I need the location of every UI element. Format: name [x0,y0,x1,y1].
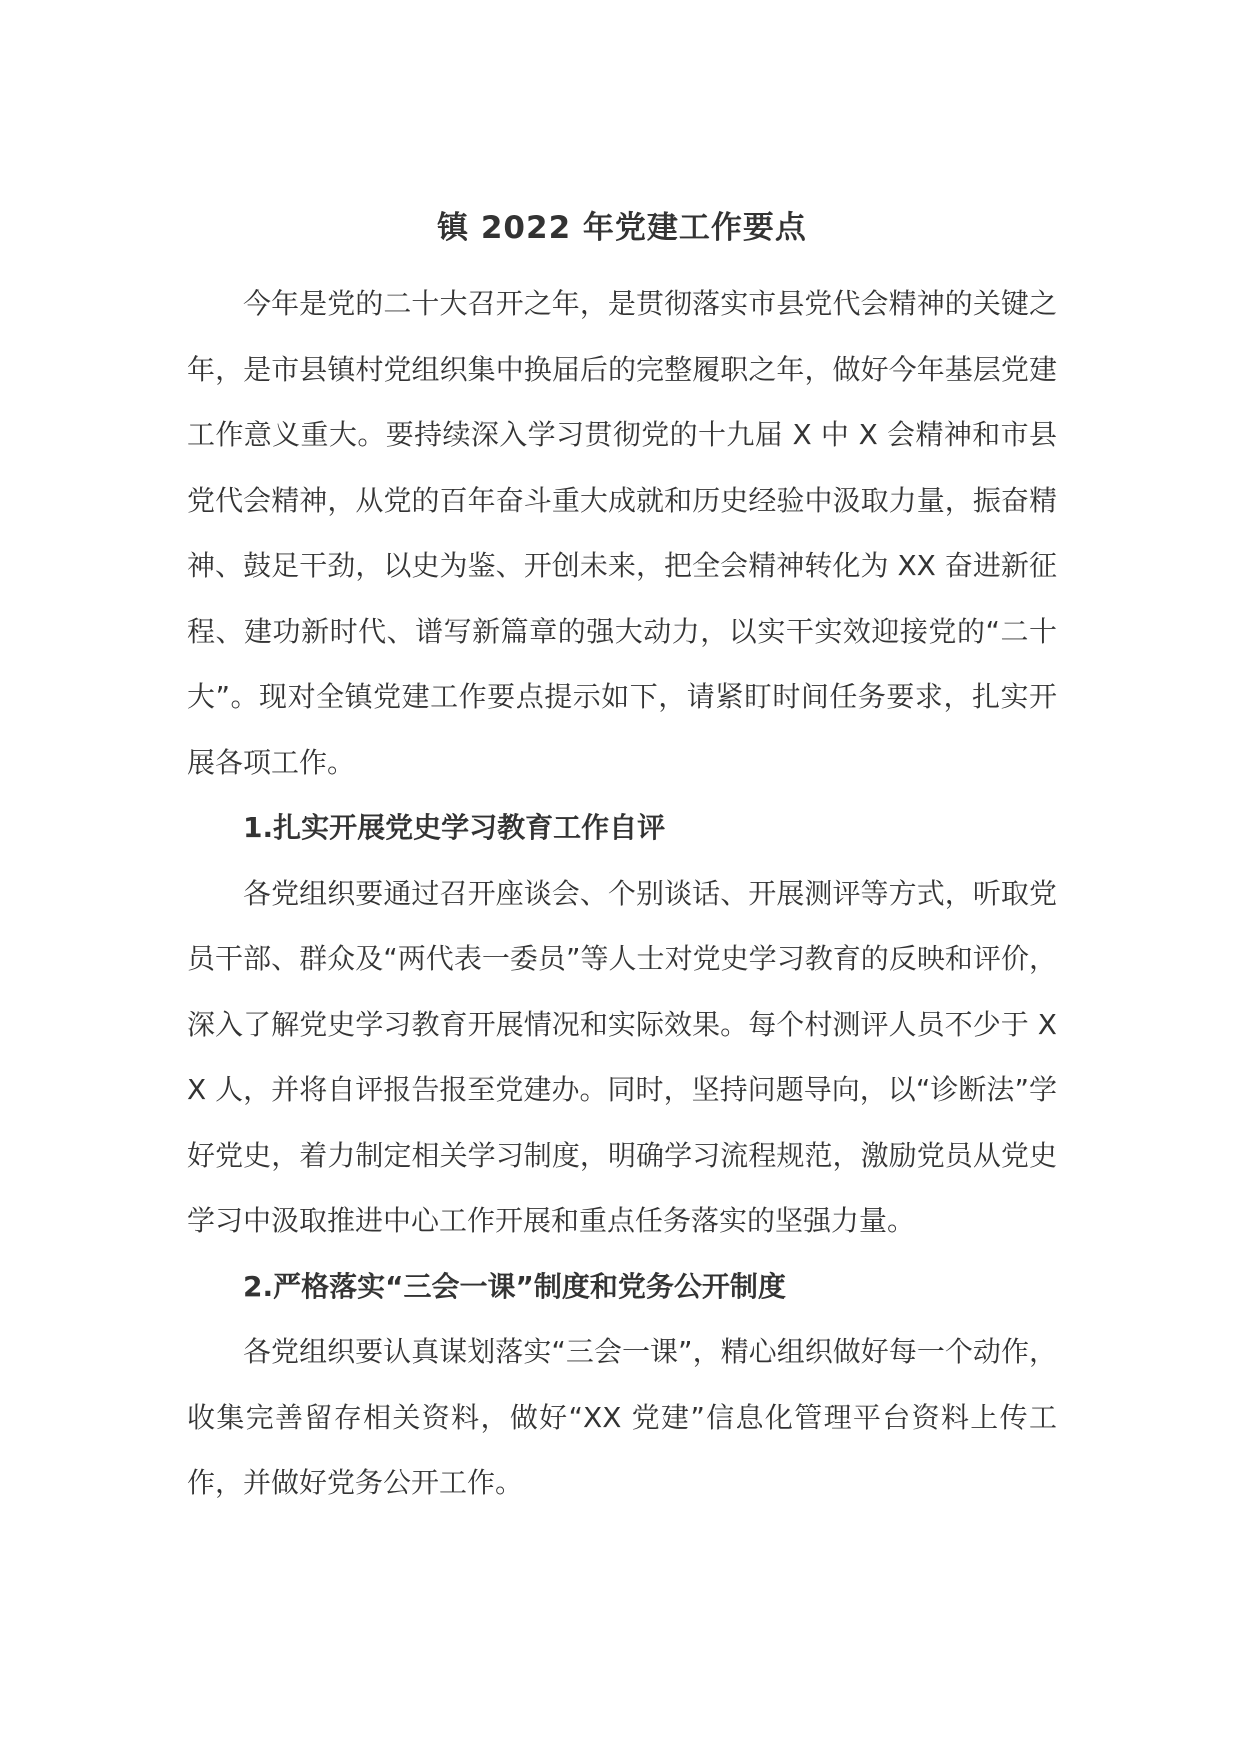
document-title: 镇 2022 年党建工作要点 [437,210,807,246]
document-body [187,198,1057,1516]
intro-paragraph: 今年是党的二十大召开之年，是贯彻落实市县党代会精神的关键之年，是市县镇村党组织集中换届后的完整履职之年，做好今年基层党建工作意义重大。要持续深入学习贯彻党的十九届 X 中 X 会精神和市县党代会精神，从党的百年奋斗重大成就和历史经验中汲取力量，振奋精神、鼓足干劲，以史为鉴、开创未来，把全会精神转化为 XX 奋进新征程、建功新时代、谱写新篇章的强大动力，以实干实效迎接党的“二十大”。现对全镇党建工作要点提示如下，请紧盯时间任务要求，扎实开展各项工作。 [187,287,1057,779]
section-1-paragraph: 各党组织要通过召开座谈会、个别谈话、开展测评等方式，听取党员干部、群众及“两代表一委员”等人士对党史学习教育的反映和评价，深入了解党史学习教育开展情况和实际效果。每个村测评人员不少于 XX 人，并将自评报告报至党建办。同时，坚持问题导向，以“诊断法”学好党史，着力制定相关学习制度，明确学习流程规范，激励党员从党史学习中汲取推进中心工作开展和重点任务落实的坚强力量。 [187,876,1057,1237]
section-2-heading: 2.严格落实“三会一课”制度和党务公开制度 [243,1269,786,1303]
section-1-heading: 1.扎实开展党史学习教育工作自评 [243,811,666,844]
section-2-paragraph: 各党组织要认真谋划落实“三会一课”，精心组织做好每一个动作，收集完善留存相关资料，做好“XX 党建”信息化管理平台资料上传工作，并做好党务公开工作。 [187,1335,1057,1499]
